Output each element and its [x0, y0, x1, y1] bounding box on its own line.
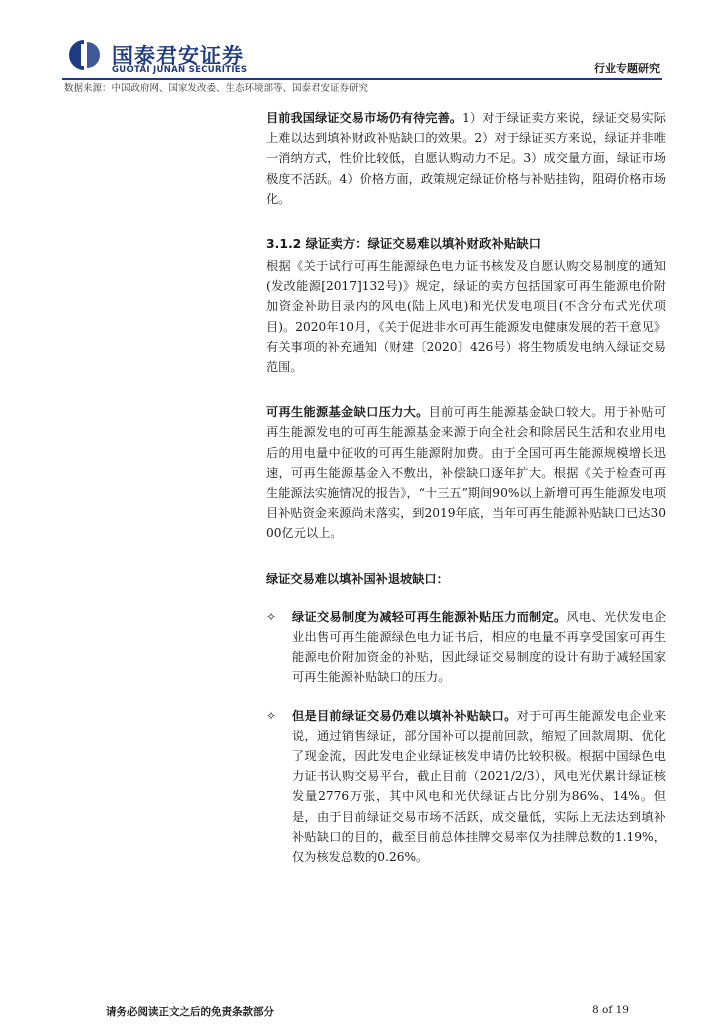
report-type-label: 行业专题研究	[594, 62, 660, 75]
paragraph-fund-gap	[266, 402, 666, 543]
main-content	[266, 108, 666, 885]
bullet-body: 风电、光伏发电企业出售可再生能源绿色电力证书后，相应的电量不再享受国家可再生能源电价附加资金的补贴，因此绿证交易制度的设计有助于减轻国家可再生能源补贴缺口的压力。	[292, 609, 667, 685]
bullet-list	[266, 607, 666, 867]
list-item	[266, 607, 666, 688]
paragraph-seller-scope	[266, 256, 666, 377]
footer-disclaimer: 请务必阅读正文之后的免责条款部分	[106, 1006, 274, 1018]
paragraph-lead: 目前我国绿证交易市场仍有待完善。	[266, 111, 463, 125]
paragraph-subsidy-gap-heading	[266, 569, 666, 589]
page-header	[0, 0, 724, 80]
bullet-body: 对于可再生能源发电企业来说，通过销售绿证，部分国补可以提前回款，缩短了回款周期、优化了现金流，因此发电企业绿证核发申请仍比较积极。根据中国绿色电力证书认购交易平台，截止目前（2021/2/3），风电光伏累计绿证核发量2776万张，其中风电和光伏绿证占比分别为86%、14%。但是，由于目前绿证交易市场不活跃，成交量低，实际上无法达到填补补贴缺口的目的，截至目前总体挂牌交易率仅为挂牌总数的1.19%，仅为核发总数的0.26%。	[292, 708, 667, 865]
bullet-text	[292, 706, 666, 868]
paragraph-lead: 绿证交易难以填补国补退坡缺口：	[266, 571, 449, 586]
paragraph-body: 根据《关于试行可再生能源绿色电力证书核发及自愿认购交易制度的通知(发改能源[2017]132号)》规定，绿证的卖方包括国家可再生能源电价附加资金补助目录内的风电(陆上风电)和光伏发电项目(不含分布式光伏项目)。2020年10月，《关于促进非水可再生能源发电健康发展的若干意见》有关事项的补充通知（财建〔2020〕426号）将生物质发电纳入绿证交易范围。	[266, 259, 666, 375]
paragraph-body: 目前可再生能源基金缺口较大。用于补贴可再生能源发电的可再生能源基金来源于向全社会和除居民生活和农业用电后的用电量中征收的可再生能源附加费。由于全国可再生能源规模增长迅速，可再生能源基金入不敷出，补偿缺口逐年扩大。根据《关于检查可再生能源法实施情况的报告》，“十三五”期间90%以上新增可再生能源发电项目补贴资金来源尚未落实，到2019年底，当年可再生能源补贴缺口已达3000亿元以上。	[266, 405, 667, 541]
paragraph-market-status	[266, 108, 666, 209]
diamond-bullet-icon: ✧	[266, 609, 277, 624]
source-note: 数据来源：中国政府网、国家发改委、生态环境部等、国泰君安证券研究	[64, 83, 369, 94]
brand-name-cn: 国泰君安证券	[112, 44, 244, 68]
page-number: 8 of 19	[592, 1004, 629, 1016]
bullet-text	[292, 607, 666, 688]
brand-name-en: GUOTAI JUNAN SECURITIES	[112, 65, 248, 75]
paragraph-body: 1）对于绿证卖方来说，绿证交易实际上难以达到填补财政补贴缺口的效果。2）对于绿证买方来说，绿证并非唯一消纳方式，性价比较低，自愿认购动力不足。3）成交量方面，绿证市场极度不活跃。4）价格方面，政策规定绿证价格与补贴挂钩，阻碍价格市场化。	[266, 111, 666, 206]
list-item	[266, 706, 666, 868]
bullet-lead: 但是目前绿证交易仍难以填补补贴缺口。	[292, 708, 517, 723]
section-heading: 3.1.2 绿证卖方：绿证交易难以填补财政补贴缺口	[266, 236, 542, 252]
paragraph-lead: 可再生能源基金缺口压力大。	[266, 405, 429, 420]
diamond-bullet-icon: ✧	[266, 708, 277, 723]
bullet-lead: 绿证交易制度为减轻可再生能源补贴压力而制定。	[292, 609, 567, 624]
guotai-junan-logo-icon	[64, 38, 104, 72]
